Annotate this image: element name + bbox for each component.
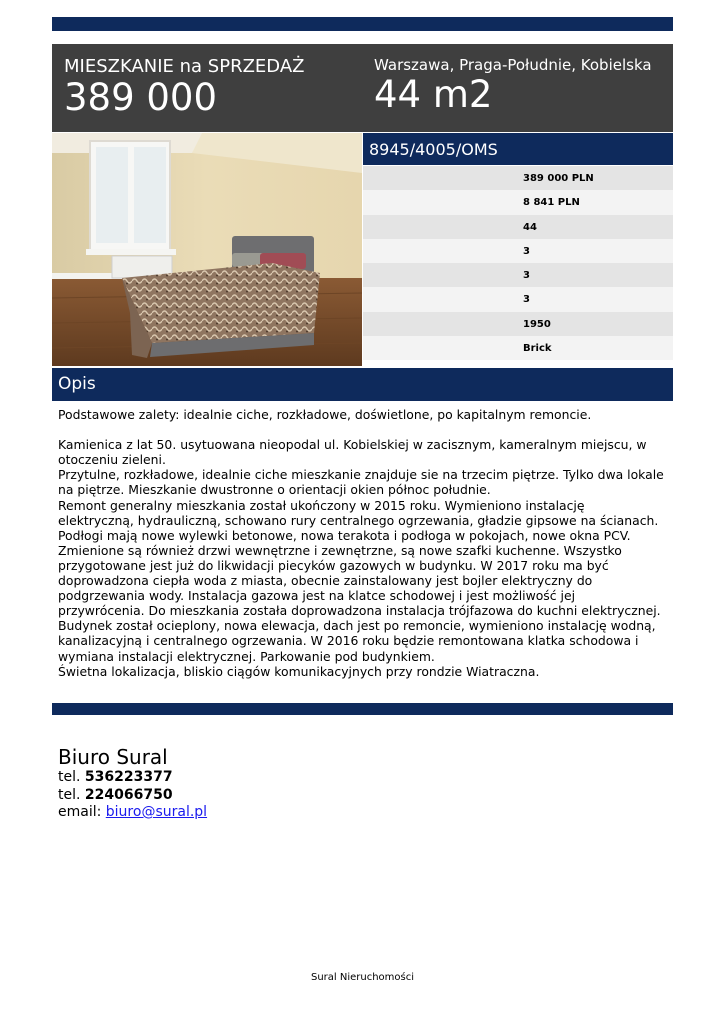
contact-block xyxy=(58,745,207,822)
detail-price-per-m2-row: 8 841 PLN xyxy=(363,190,673,214)
email-label: email: xyxy=(58,804,102,820)
phone-line-1 xyxy=(58,769,207,787)
phone-label: tel. xyxy=(58,786,81,803)
area: 44 m2 xyxy=(374,73,493,116)
price: 389 000 xyxy=(64,76,218,119)
section-title: Opis xyxy=(52,368,673,401)
email-line xyxy=(58,804,207,822)
reference-number: 8945/4005/OMS xyxy=(363,133,673,165)
detail-area-row: 44 xyxy=(363,215,673,239)
description: Podstawowe zalety: idealnie ciche, rozkładowe, doświetlone, po kapitalnym remoncie. Kamienica z lat 50. usytuowana nieopodal ul. Kobielskiej w zacisznym, kameralnym miejscu, w otoczeniu zieleni. Przytulne, rozkładowe, idealnie ciche mieszkanie znajduje sie na trzecim piętrze. Tylko dwa lokale na piętrze. Mieszkanie dwustronne o orientacji okien północ południe. Remont generalny mieszkania został ukończony w 2015 roku. Wymieniono instalację elektryczną, hydrauliczną, schowano rury centralnego ogrzewania, gładzie gipsowe na ścianach. Podłogi mają nowe wylewki betonowe, nowa terakota i podłoga w pokojach, nowe okna PCV. Zmienione są również drzwi wewnętrzne i zewnętrzne, są nowe szafki kuchenne. Wszystko przygotowane jest już do likwidacji piecyków gazowych w budynku. W 2017 roku ma być doprowadzona ciepła woda z miasta, obecnie zainstalowany jest bojler elektryczny do podgrzewania wody. Instalacja gazowa jest na klatce schodowej i jest możliwość jej przywrócenia. Do mieszkania została doprowadzona instalacja trójfazowa do kuchni elektrycznej. Budynek został ocieplony, nowa elewacja, dach jest po remoncie, wymieniono instalację wodną, kanalizacyjną i centralnego ogrzewania. W 2016 roku będzie remontowana klatka schodowa i wymiana instalacji elektrycznej. Parkowanie pod budynkiem. Świetna lokalizacja, bliskio ciągów komunikacyjnych przy rondzie Wiatraczna. xyxy=(58,407,664,679)
detail-row: 3 xyxy=(363,263,673,287)
detail-row: 3 xyxy=(363,239,673,263)
listing-header xyxy=(52,44,673,132)
phone-line-2 xyxy=(58,787,207,805)
detail-row: 3 xyxy=(363,287,673,311)
bedroom-photo xyxy=(52,133,362,366)
offer-type: MIESZKANIE na SPRZEDAŻ xyxy=(64,56,305,77)
detail-price-row: 389 000 PLN xyxy=(363,166,673,190)
detail-material-row: Brick xyxy=(363,336,673,360)
location: Warszawa, Praga-Południe, Kobielska xyxy=(374,56,652,74)
footer: Sural Nieruchomości xyxy=(310,972,415,983)
details-table xyxy=(363,166,673,360)
phone-number: 536223377 xyxy=(84,769,173,785)
detail-year-row: 1950 xyxy=(363,312,673,336)
bottom-stripe xyxy=(52,703,673,715)
company-name: Biuro Sural xyxy=(58,745,168,769)
email-link[interactable]: biuro@sural.pl xyxy=(105,804,208,820)
phone-number: 224066750 xyxy=(84,786,173,803)
top-stripe xyxy=(52,17,673,31)
phone-label: tel. xyxy=(58,769,81,785)
